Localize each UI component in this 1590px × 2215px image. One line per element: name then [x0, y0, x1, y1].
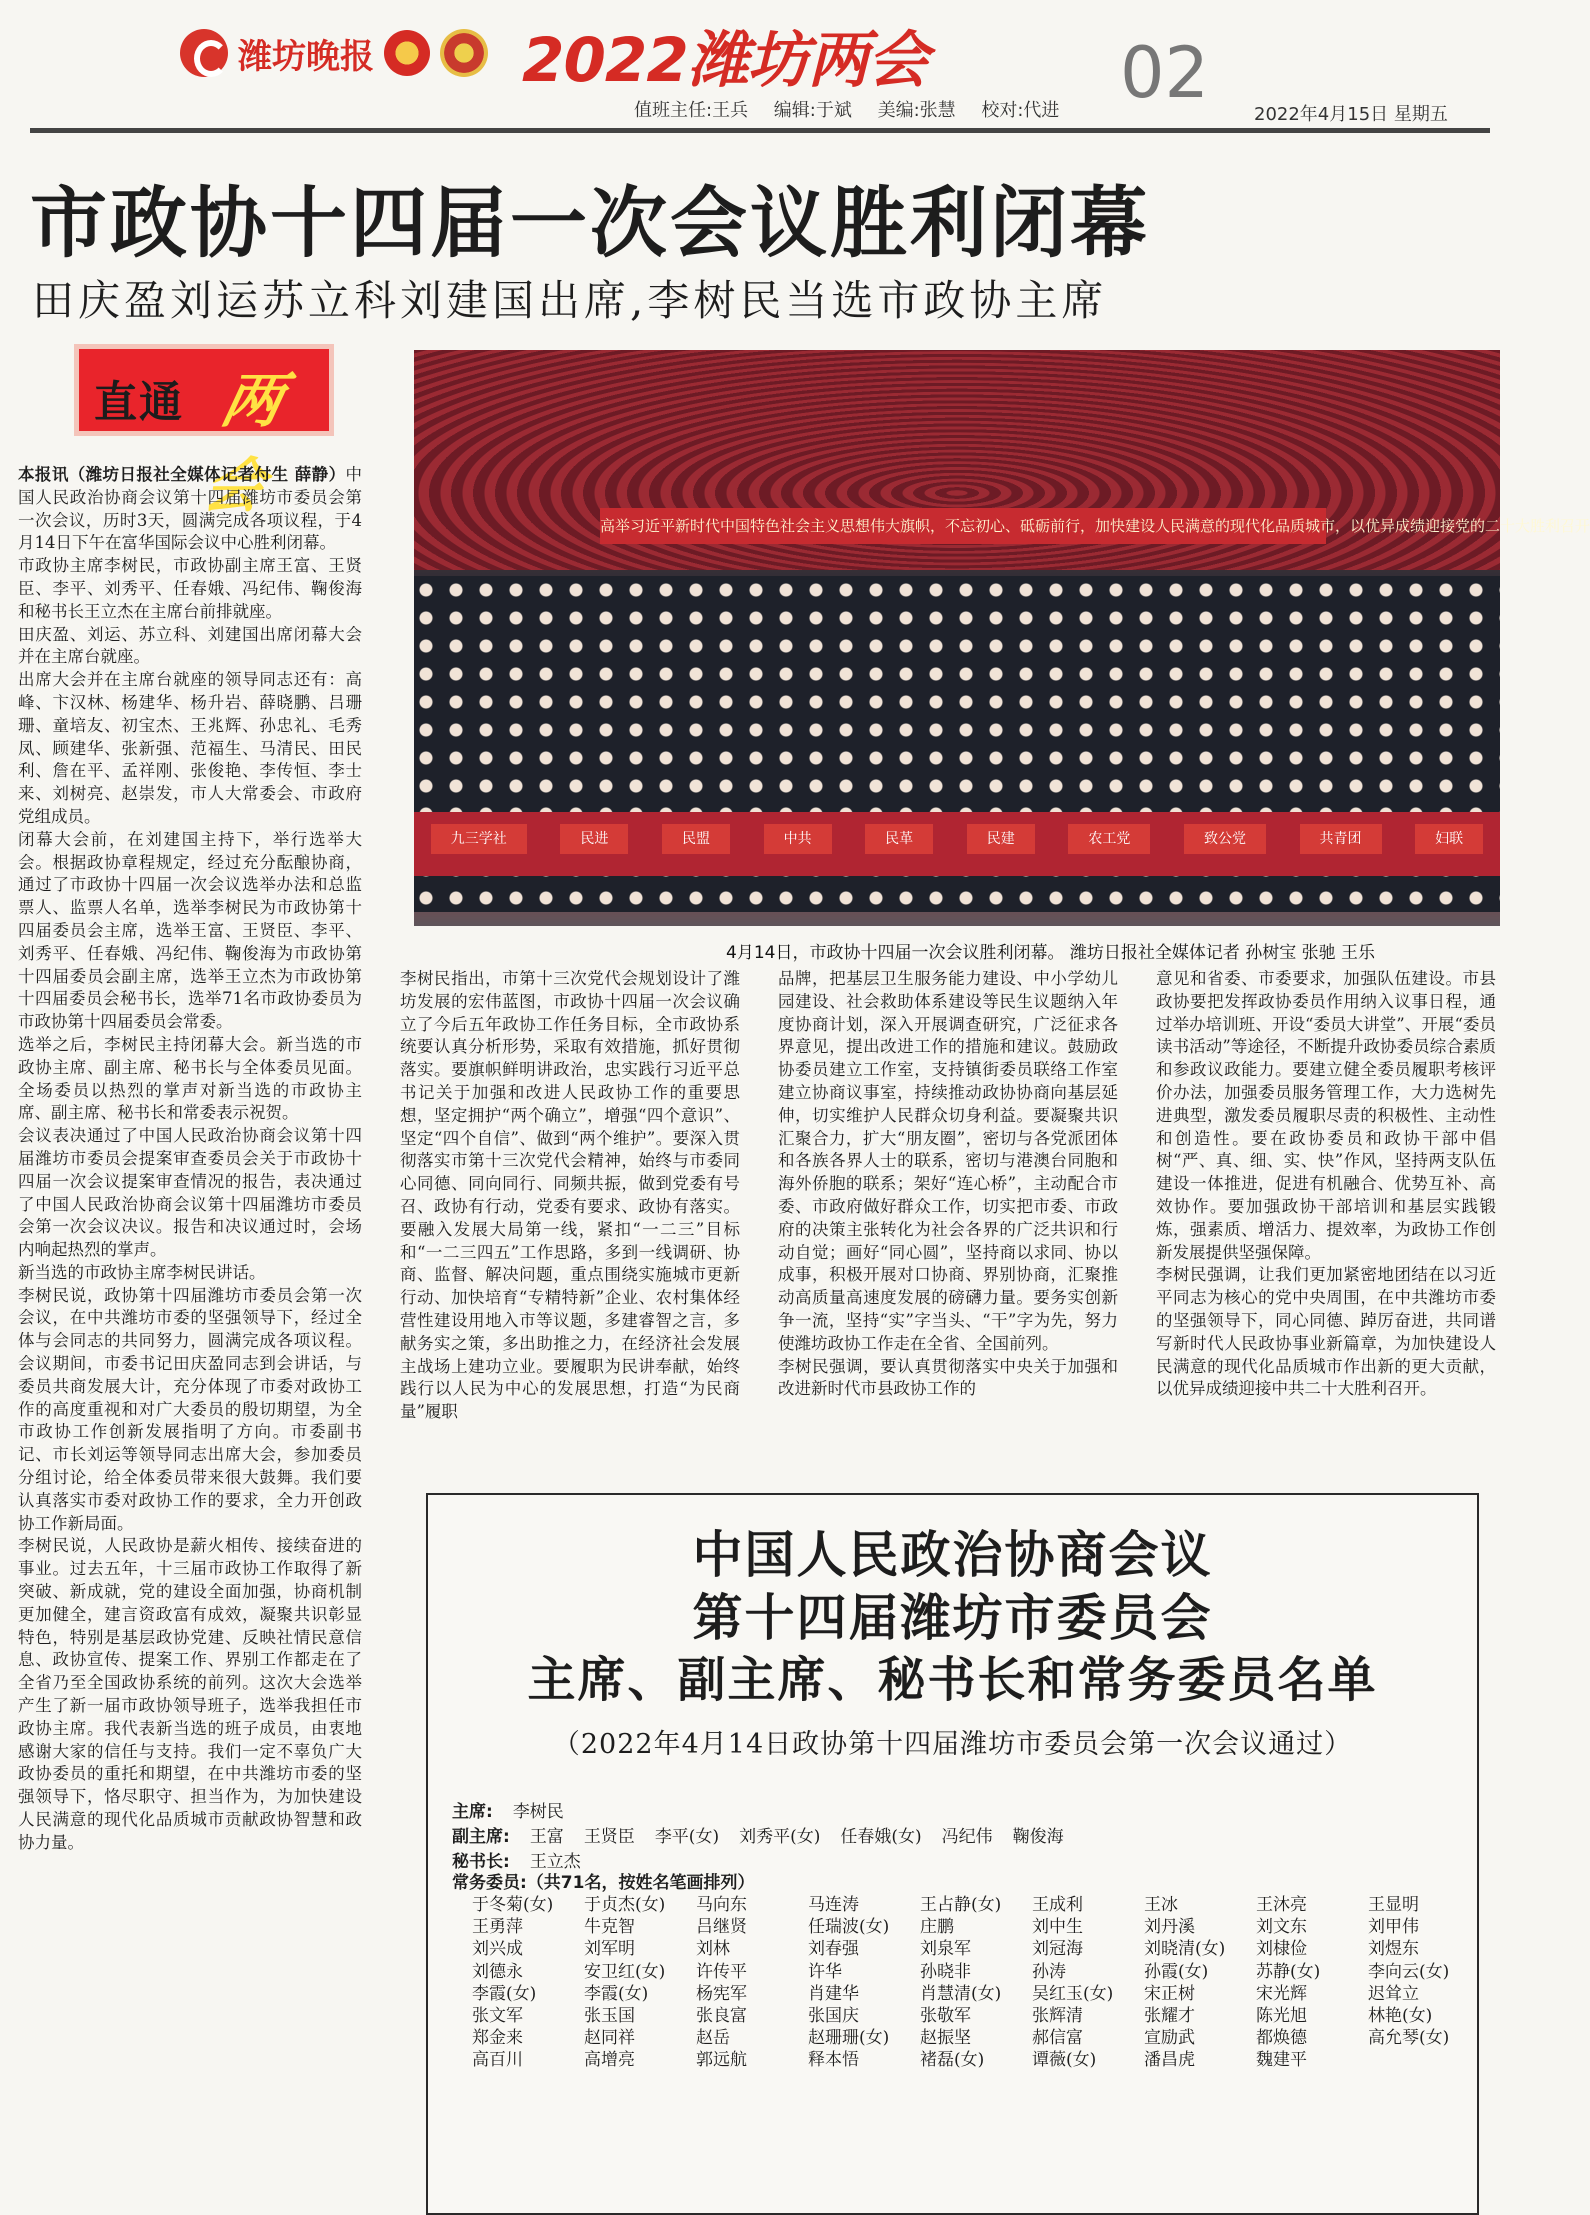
paragraph: 李树民说，人民政协是薪火相传、接续奋进的事业。过去五年，十三届市政协工作取得了新突破、新成就，党的建设全面加强，协商机制更加健全，建言资政富有成效，凝聚共识彰显特色，特别是基层政协党建、反映社情民意信息、政协宣传、提案工作、界别工作都走在了全省乃至全国政协系统的前列。这次大会选举产生了新一届市政协领导班子，选举我担任市政协主席。我代表新当选的班子成员，由衷地感谢大家的信任与支持。我们一定不辜负广大政协委员的重托和期望，在中共潍坊市委的坚强领导下，恪尽职守、担当作为，为加快建设人民满意的现代化品质城市贡献政协智慧和政协力量。 [18, 1536, 362, 1852]
standing-member-name: 牛克智 [584, 1917, 635, 1938]
name-list-body [452, 1797, 1462, 2072]
standing-member-name: 高增亮 [584, 2050, 635, 2071]
paragraph: 李树民强调，让我们更加紧密地团结在以习近平同志为核心的党中央周围，在中共潍坊市委的坚强领导下，同心同德、踔厉奋进，共同谱写新时代人民政协事业新篇章，为加快建设人民满意的现代化品质城市作出新的更大贡献，以优异成绩迎接中共二十大胜利召开。 [1156, 1265, 1496, 1399]
paragraph: 闭幕大会前，在刘建国主持下，举行选举大会。根据政协章程规定，经过充分酝酿协商，通过了市政协十四届一次会议选举办法和总监票人、监票人名单，选举李树民为市政协第十四届委员会主席，选举王富、王贤臣、李平、刘秀平、任春娥、冯纪伟、鞠俊海为市政协第十四届委员会副主席，选举王立杰为市政协第十四届委员会秘书长，选举71名市政协委员为市政协第十四届委员会常委。 [18, 829, 362, 1032]
placard: 中共 [764, 824, 832, 854]
standing-member-name: 刘冠海 [1032, 1939, 1083, 1960]
standing-member-name: 张辉清 [1032, 2006, 1083, 2027]
placard: 民盟 [662, 824, 730, 854]
standing-member-name: 王占静(女) [920, 1895, 1002, 1915]
standing-member-name: 王显明 [1368, 1895, 1419, 1915]
standing-member-name: 赵珊珊(女) [808, 2028, 890, 2049]
standing-member-name: 张玉国 [584, 2006, 635, 2027]
standing-member-name: 李霞(女) [472, 1983, 537, 2004]
standing-member-name: 林艳(女) [1368, 2006, 1433, 2027]
standing-member-name: 于贞杰(女) [584, 1895, 666, 1915]
event-title: 2022潍坊两会 [522, 25, 928, 96]
standing-member-name: 郭远航 [696, 2050, 747, 2071]
vice-chair-name: 王富 [529, 1827, 564, 1847]
placard: 九三学社 [431, 824, 527, 854]
placards [414, 824, 1500, 854]
article-column-3 [778, 968, 1118, 1468]
standing-member-name: 孙霞(女) [1144, 1961, 1209, 1982]
standing-member-name: 张国庆 [808, 2006, 859, 2027]
standing-member-name: 许传平 [696, 1961, 747, 1982]
standing-member-name: 赵同祥 [584, 2028, 635, 2049]
standing-member-name: 陈光旭 [1256, 2006, 1307, 2027]
name-list-title-line: 中国人民政治协商会议 [692, 1526, 1213, 1584]
chair-label: 主席: [452, 1802, 493, 1822]
subhead: 田庆盈刘运苏立科刘建国出席,李树民当选市政协主席 [32, 276, 1108, 325]
paragraph: 会议表决通过了中国人民政治协商会议第十四届潍坊市委员会提案审查委员会关于市政协十四届一次会议提案审查情况的报告，表决通过了中国人民政治协商会议第十四届潍坊市委员会第一次会议决议。报告和决议通过时，会场内响起热烈的掌声。 [18, 1126, 362, 1260]
standing-member-name: 王勇萍 [472, 1917, 523, 1938]
paragraph: 李树民指出，市第十三次党代会规划设计了潍坊发展的宏伟蓝图，市政协十四届一次会议确立了今后五年政协工作任务目标，全市政协系统要认真分析形势，采取有效措施，抓好贯彻落实。要旗帜鲜明讲政治，忠实践行习近平总书记关于加强和改进人民政协工作的重要思想，坚定拥护“两个确立”，增强“四个意识”、坚定“四个自信”、做到“两个维护”。要深入贯彻落实市第十三次党代会精神，始终与市委同心同德、同向同行、同频共振，做到党委有号召、政协有行动，党委有要求、政协有落实。要融入发展大局第一线，紧扣“一二三”目标和“一二三四五”工作思路，多到一线调研、协商、监督、解决问题，重点围绕实施城市更新行动、加快培育“专精特新”企业、农村集体经营性建设用地入市等议题，多建睿智之言，多献务实之策，多出助推之力，在经济社会发展主战场上建功立业。要履职为民讲奉献，始终践行以人民为中心的发展思想，打造“为民商量”履职 [400, 969, 740, 1422]
standing-member-name: 王冰 [1144, 1895, 1178, 1915]
standing-member-name: 都焕德 [1256, 2028, 1307, 2049]
byline: 本报讯（潍坊日报社全媒体记者付生 薛静） [18, 465, 346, 484]
stage-banner: 高举习近平新时代中国特色社会主义思想伟大旗帜，不忘初心、砥砺前行，加快建设人民满意的现代化品质城市，以优异成绩迎接党的二十大胜利召开 [600, 508, 1326, 544]
standing-member-name: 褚磊(女) [920, 2050, 985, 2071]
standing-member-grid [472, 1894, 1462, 2072]
standing-member-name: 刘德永 [472, 1961, 523, 1982]
standing-member-name: 张文军 [472, 2006, 523, 2027]
column-badge-main: 直通 [94, 378, 184, 428]
article-column-1 [18, 464, 362, 2212]
standing-member-name: 赵岳 [696, 2028, 730, 2049]
placard: 农工党 [1068, 824, 1150, 854]
date: 2022年4月15日 星期五 [1254, 104, 1448, 125]
national-emblem-icon [384, 30, 430, 76]
standing-member-name: 谭薇(女) [1032, 2050, 1097, 2071]
standing-member-name: 刘晓清(女) [1144, 1939, 1226, 1960]
standing-label: 常务委员:（共71名，按姓名笔画排列） [452, 1873, 755, 1893]
placard: 致公党 [1184, 824, 1266, 854]
standing-member-name: 刘中生 [1032, 1917, 1083, 1938]
paragraph: 李树民强调，要认真贯彻落实中央关于加强和改进新时代市县政协工作的 [778, 1356, 1118, 1399]
name-list-title-line: 主席、副主席、秘书长和常务委员名单 [527, 1652, 1378, 1708]
secretary-name: 王立杰 [529, 1852, 581, 1872]
cppcc-emblem-icon [440, 29, 488, 77]
standing-member-name: 庄鹏 [920, 1917, 954, 1938]
brand [180, 28, 488, 78]
paragraph: 出席大会并在主席台就座的领导同志还有：高峰、卞汉林、杨建华、杨升岩、薛晓鹏、吕珊珊、童培友、初宝杰、王兆辉、孙忠礼、毛秀凤、顾建华、张新强、范福生、马清民、田民利、詹在平、孟祥刚、张俊艳、李传恒、李士来、刘树亮、赵崇发，市人大常委会、市政府党组成员。 [18, 670, 362, 826]
standing-member-name: 吕继贤 [696, 1917, 747, 1938]
standing-member-name: 苏静(女) [1256, 1961, 1321, 1982]
standing-member-name: 释本悟 [808, 2050, 859, 2071]
standing-member-name: 宋光辉 [1256, 1983, 1307, 2004]
standing-member-name: 肖慧清(女) [920, 1983, 1002, 2004]
vice-chair-label: 副主席: [452, 1827, 510, 1847]
secretary-label: 秘书长: [452, 1852, 510, 1872]
standing-member-name: 许华 [808, 1961, 842, 1982]
name-list-title-line: 第十四届潍坊市委员会 [692, 1589, 1213, 1647]
paragraph: 选举之后，李树民主持闭幕大会。新当选的市政协主席、副主席、秘书长与全体委员见面。全场委员以热烈的掌声对新当选的市政协主席、副主席、秘书长和常委表示祝贺。 [18, 1034, 362, 1123]
newspaper-logo-icon [180, 29, 228, 77]
standing-member-name: 李向云(女) [1368, 1961, 1450, 1982]
standing-member-name: 吴红玉(女) [1032, 1983, 1114, 2004]
vice-chair-name: 刘秀平(女) [739, 1827, 821, 1847]
standing-member-name: 潘昌虎 [1144, 2050, 1195, 2071]
paragraph: 品牌，把基层卫生服务能力建设、中小学幼儿园建设、社会救助体系建设等民生议题纳入年度协商计划，深入开展调查研究，广泛征求各界意见，提出改进工作的措施和建议。鼓励政协委员建立工作室，支持镇街委员联络工作室建立协商议事室，持续推动政协协商向基层延伸，切实维护人民群众切身利益。要凝聚共识汇聚合力，扩大“朋友圈”，密切与各党派团体和各族各界人士的联系，密切与港澳台同胞和海外侨胞的联系；架好“连心桥”，主动配合市委、市政府做好群众工作，切实把市委、市政府的决策主张转化为社会各界的广泛共识和行动自觉；画好“同心圆”，坚持商以求同、协以成事，积极开展对口协商、界别协商，汇聚推动高质量高速度发展的磅礴力量。要务实创新争一流，坚持“实”字当头、“干”字为先，努力使潍坊政协工作走在全省、全国前列。 [778, 969, 1118, 1353]
standing-member-name: 魏建平 [1256, 2050, 1307, 2071]
placard: 民建 [967, 824, 1035, 854]
paragraph: 意见和省委、市委要求，加强队伍建设。市县政协要把发挥政协委员作用纳入议事日程，通过举办培训班、开设“委员大讲堂”、开展“委员读书活动”等途径，不断提升政协委员综合素质和参政议政能力。要建立健全委员履职考核评价办法，加强委员服务管理工作，大力选树先进典型，激发委员履职尽责的积极性、主动性和创造性。要在政协委员和政协干部中倡树“严、真、细、实、快”作风，坚持两支队伍建设一体推进，促进有机融合、优势互补、高效协作。要加强政协干部培训和基层实践锻炼，强素质、增活力、提效率，为政协工作创新发展提供坚强保障。 [1156, 969, 1496, 1262]
standing-member-name: 孙涛 [1032, 1961, 1066, 1982]
standing-member-name: 高百川 [472, 2050, 523, 2071]
standing-member-name: 郑金来 [472, 2028, 523, 2049]
standing-member-name: 郝信富 [1032, 2028, 1083, 2049]
paper-name: 潍坊晚报 [238, 36, 374, 77]
standing-member-name: 刘丹溪 [1144, 1917, 1195, 1938]
standing-member-name: 高允琴(女) [1368, 2028, 1450, 2049]
standing-member-name: 刘春强 [808, 1939, 859, 1960]
placard: 民进 [560, 824, 628, 854]
vice-chair-name: 李平(女) [654, 1827, 720, 1847]
standing-member-name: 宋正树 [1144, 1983, 1195, 2004]
divider [30, 128, 1490, 133]
standing-member-name: 李霞(女) [584, 1983, 649, 2004]
vice-chair-row [452, 1822, 1462, 1847]
standing-member-name: 刘甲伟 [1368, 1917, 1419, 1938]
standing-member-name: 马向东 [696, 1895, 747, 1915]
name-list-subtitle: （2022年4月14日政协第十四届潍坊市委员会第一次会议通过） [552, 1729, 1353, 1760]
standing-member-name: 张良富 [696, 2006, 747, 2027]
standing-member-name: 于冬菊(女) [472, 1895, 554, 1915]
standing-member-name: 刘兴成 [472, 1939, 523, 1960]
page-number: 02 [1120, 32, 1210, 114]
paragraph: 田庆盈、刘运、苏立科、刘建国出席闭幕大会并在主席台就座。 [18, 624, 362, 667]
vice-chair-name: 任春娥(女) [840, 1827, 922, 1847]
meeting-photo [414, 350, 1590, 926]
standing-member-name: 刘林 [696, 1939, 730, 1960]
paragraph: 李树民说，政协第十四届潍坊市委员会第一次会议，在中共潍坊市委的坚强领导下，经过全体与会同志的共同努力，圆满完成各项议程。会议期间，市委书记田庆盈同志到会讲话，与委员共商发展大计，充分体现了市委对政协工作的高度重视和对广大委员的殷切期望，为全市政协工作创新发展指明了方向。市委副书记、市长刘运等领导同志出席大会，参加委员分组讨论，给全体委员带来很大鼓舞。我们要认真落实市委对政协工作的要求，全力开创政协工作新局面。 [18, 1285, 362, 1533]
standing-member-name: 赵振坚 [920, 2028, 971, 2049]
standing-member-name: 张耀才 [1144, 2006, 1195, 2027]
chair-row [452, 1797, 1462, 1822]
chair-name: 李树民 [512, 1802, 564, 1822]
standing-member-name: 刘军明 [584, 1939, 635, 1960]
photo-caption: 4月14日，市政协十四届一次会议胜利闭幕。 潍坊日报社全媒体记者 孙树宝 张驰 王乐 [726, 943, 1376, 963]
standing-member-name: 任瑞波(女) [808, 1917, 890, 1938]
secretary-row [452, 1847, 1462, 1872]
standing-member-name: 孙晓非 [920, 1961, 971, 1982]
article-column-2 [400, 968, 740, 1468]
standing-member-name: 迟耸立 [1368, 1983, 1419, 2004]
standing-member-name: 王沐亮 [1256, 1895, 1307, 1915]
standing-member-name: 安卫红(女) [584, 1961, 666, 1982]
standing-member-name: 刘文东 [1256, 1917, 1307, 1938]
standing-member-name: 张敬军 [920, 2006, 971, 2027]
paragraph: 中国人民政治协商会议第十四届潍坊市委员会第一次会议，历时3天，圆满完成各项议程，于4月14日下午在富华国际会议中心胜利闭幕。 [18, 465, 362, 553]
article-column-4 [1156, 968, 1496, 1468]
masthead [0, 0, 1500, 125]
placard: 民革 [865, 824, 933, 854]
vice-chair-name: 王贤臣 [583, 1827, 635, 1847]
standing-member-name: 肖建华 [808, 1983, 859, 2004]
standing-member-name: 马连涛 [808, 1895, 859, 1915]
placard: 妇联 [1415, 824, 1483, 854]
standing-member-name: 刘泉军 [920, 1939, 971, 1960]
column-badge-accent: 两会 [197, 366, 290, 520]
standing-member-name: 王成利 [1032, 1895, 1083, 1915]
headline: 市政协十四届一次会议胜利闭幕 [30, 180, 1150, 269]
paragraph: 新当选的市政协主席李树民讲话。 [18, 1262, 266, 1282]
paragraph: 市政协主席李树民，市政协副主席王富、王贤臣、李平、刘秀平、任春娥、冯纪伟、鞠俊海和秘书长王立杰在主席台前排就座。 [18, 556, 362, 621]
standing-member-name: 刘煜东 [1368, 1939, 1419, 1960]
vice-chair-name: 鞠俊海 [1012, 1827, 1064, 1847]
standing-member-name: 刘棣俭 [1256, 1939, 1307, 1960]
standing-member-name: 杨宪军 [696, 1983, 747, 2004]
placard: 共青团 [1300, 824, 1382, 854]
standing-member-name: 宣励武 [1144, 2028, 1195, 2049]
vice-chair-name: 冯纪伟 [941, 1827, 993, 1847]
name-list-box [426, 1493, 1479, 2215]
credits: 值班主任:王兵 编辑:于斌 美编:张慧 校对:代进 [634, 100, 1060, 121]
